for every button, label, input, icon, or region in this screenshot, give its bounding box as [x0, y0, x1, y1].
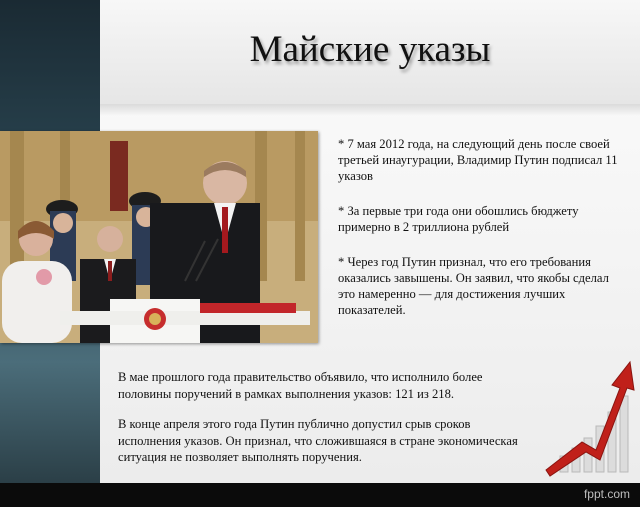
brand-label: fppt.com [583, 487, 630, 501]
bullet-item: * За первые три года они обошлись бюджету примерно в 2 триллиона рублей [338, 204, 579, 234]
paragraph: В конце апреля этого года Путин публично допустил срыв сроков исполнения указов. Он признал, что сложившаяся в стране экономическая ситуация не позволяет выполнять поручения. [118, 417, 518, 464]
body-text [118, 369, 518, 480]
bullet-item: * Через год Путин признал, что его требования оказались завышены. Он заявил, что якобы сделал это намеренно — для достижения лучших показателей. [338, 255, 609, 317]
growth-arrow-icon [542, 358, 640, 483]
slide-title: Майские указы [249, 29, 491, 70]
inauguration-photo [0, 131, 318, 343]
divider-shadow [100, 104, 640, 116]
bullet-list [338, 136, 628, 337]
paragraph: В мае прошлого года правительство объявило, что исполнило более половины поручений в рамках выполнения указов: 121 из 218. [118, 370, 483, 401]
footer-bar [0, 483, 640, 507]
bullet-item: * 7 мая 2012 года, на следующий день после своей третьей инаугурации, Владимир Путин подписал 11 указов [338, 137, 618, 183]
